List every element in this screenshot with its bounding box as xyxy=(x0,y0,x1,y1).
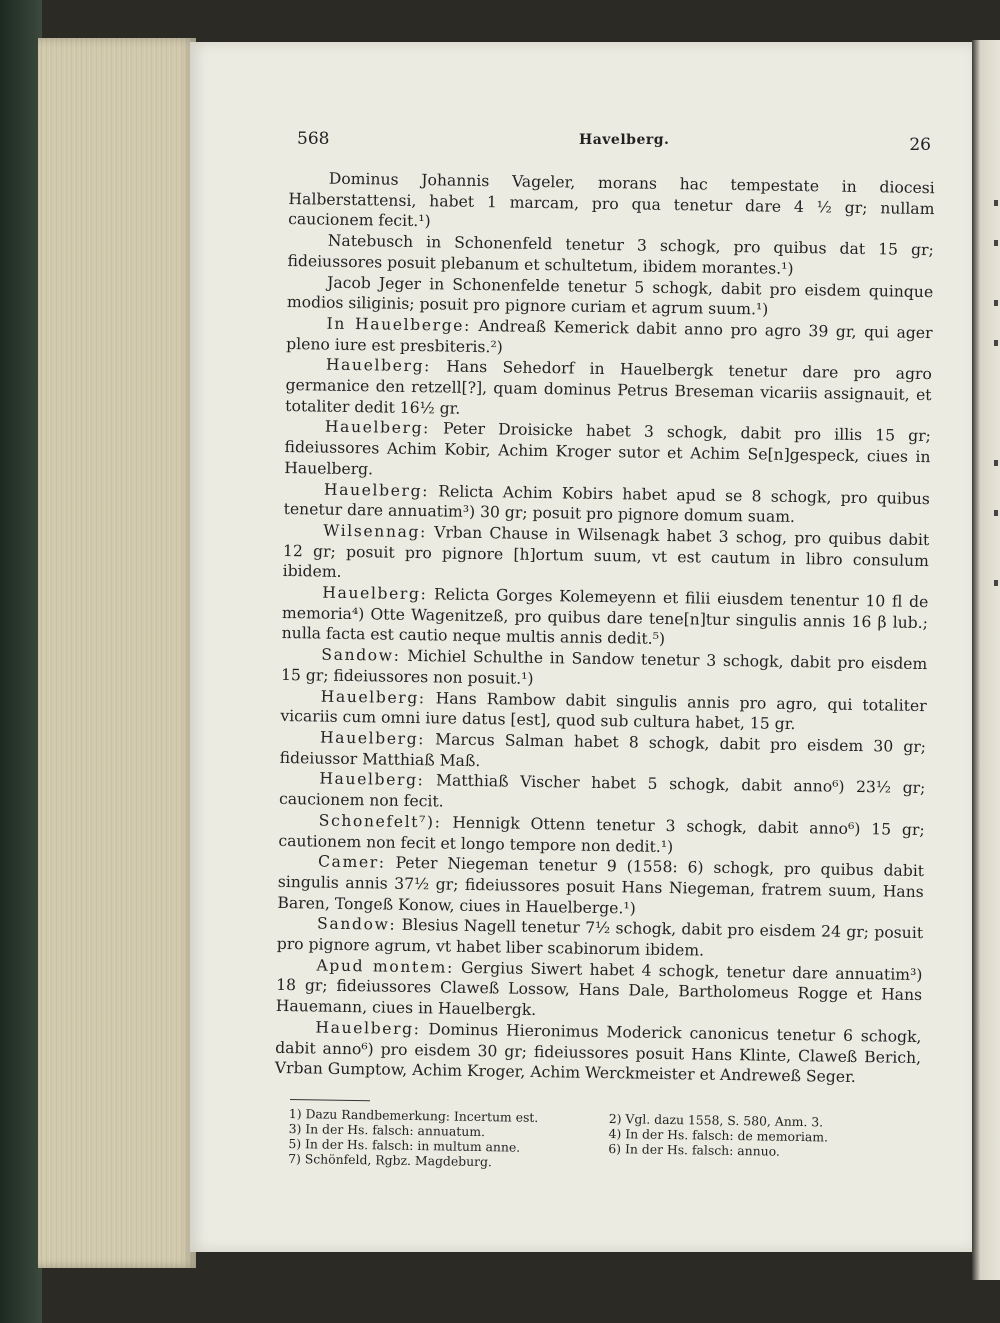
place-name: Camer: xyxy=(317,852,386,872)
footnote: 6) In der Hs. falsch: annuo. xyxy=(608,1141,780,1159)
place-name: Hauelberg: xyxy=(319,728,426,749)
page-number: 568 xyxy=(297,129,330,149)
entry: Schonefelt⁷): Hennigk Ottenn tenetur 3 schogk, dabit anno⁶) 15 gr; cautionem non fecit et longo tempore non dedit.¹) xyxy=(278,811,925,856)
entry: Apud montem: Gergius Siwert habet 4 schogk, tenetur dare annuatim³) 18 gr; fideiussores Claweß Lossow, Hans Dale, Bartholomeus Rogge et Hans Hauemann, ciues in Hauelbergk. xyxy=(275,956,923,1020)
place-name: Hauelberg: xyxy=(315,1018,421,1038)
main-text xyxy=(275,168,935,1089)
place-name: Schonefelt⁷): xyxy=(318,811,442,832)
footnote: 3) In der Hs. falsch: annuatum. xyxy=(288,1120,486,1140)
entry: Hauelberg: Hans Sehedorf in Hauelbergk tenetur dare pro agro germanice den retzell[?], quam dominus Petrus Breseman vicariis assignauit, et totaliter dedit 16½ gr. xyxy=(285,355,932,418)
place-name: Apud montem: xyxy=(316,956,455,977)
place-name: Hauelberg: xyxy=(319,769,425,790)
entry: Camer: Peter Niegeman tenetur 9 (1558: 6) schogk, pro quibus dabit singulis annis 37½ gr; fideiussores posuit Hans Niegeman, fratrem suum, Hans Baren, Tongeß Konow, ciues in Hauelberge.¹) xyxy=(277,852,925,918)
entry: Hauelberg: Dominus Hieronimus Moderick canonicus tenetur 6 schogk, dabit anno⁶) pro eisdem 30 gr; fideiussores posuit Hans Klinte, Claweß Berich, Vrban Gumptow, Achim Kroger, Achim Werckmeister et Andreweß Seger. xyxy=(274,1018,922,1087)
entry: Sandow: Michiel Schulthe in Sandow tenetur 3 schogk, dabit pro eisdem 15 gr; fideiussores non posuit.¹) xyxy=(280,645,928,688)
footnote: 2) Vgl. dazu 1558, S. 580, Anm. 3. xyxy=(608,1111,824,1130)
running-title: Havelberg. xyxy=(579,132,670,148)
place-name: Hauelberg: xyxy=(320,687,426,707)
entry: In Hauelberge: Andreaß Kemerick dabit anno pro agro 39 gr, qui ager pleno iure est presbiteris.²) xyxy=(286,314,933,357)
entry: Wilsennag: Vrban Chause in Wilsenagk habet 3 schog, pro quibus dabit 12 gr; posuit pro pignore [h]ortum suum, vt est cautum in libro consulum ibidem. xyxy=(282,521,930,582)
place-name: Wilsennag: xyxy=(323,521,428,542)
entry: Dominus Johannis Vageler, morans hac tempestate in diocesi Halberstattensi, habet 1 marcam, pro qua tenetur dare 4 ½ gr; nullam caucionem fecit.¹) xyxy=(288,169,935,231)
footnote: 1) Dazu Randbemerkung: Incertum est. xyxy=(288,1106,539,1125)
facing-page-edge xyxy=(972,40,1000,1280)
place-name: Hauelberg: xyxy=(324,418,431,438)
entry: Sandow: Blesius Nagell tenetur 7½ schogk, dabit pro eisdem 24 gr; posuit pro pignore agrum, vt habet liber scabinorum ibidem. xyxy=(276,914,924,960)
place-name: Hauelberg: xyxy=(323,480,430,500)
entry: Hauelberg: Relicta Gorges Kolemeyenn et filii eiusdem tenentur 10 fl de memoria⁴) Otte Wagenitzeß, pro quibus dare tene[n]tur singulis annis 16 β lub.; nulla facta est cautio neque multis annis dedit.⁵) xyxy=(281,583,929,649)
place-name: Sandow: xyxy=(321,645,401,665)
place-name: Hauelberg: xyxy=(325,355,432,376)
entry: Natebusch in Schonenfeld tenetur 3 schogk, pro quibus dat 15 gr; fideiussores posuit plebanum et schultetum, ibidem morantes.¹) xyxy=(287,231,934,278)
footnote: 7) Schönfeld, Rgbz. Magdeburg. xyxy=(288,1150,493,1170)
footnotes xyxy=(288,1106,929,1176)
page-header xyxy=(297,127,937,153)
entry: Hauelberg: Marcus Salman habet 8 schogk, dabit pro eisdem 30 gr; fideiussor Matthiaß Maß. xyxy=(279,728,927,770)
entry: Hauelberg: Hans Rambow dabit singulis annis pro agro, qui totaliter vicariis cum omni iure datus [est], quod sub cultura habet, 15 gr. xyxy=(280,687,927,734)
book-spine xyxy=(0,0,42,1323)
entry: Hauelberg: Relicta Achim Kobirs habet apud se 8 schogk, pro quibus tenetur dare annuatim³) 30 gr; posuit pro pignore domum suam. xyxy=(283,480,931,527)
entry: Hauelberg: Matthiaß Vischer habet 5 schogk, dabit anno⁶) 23½ gr; caucionem non fecit. xyxy=(278,769,926,811)
header-right-number: 26 xyxy=(909,135,931,155)
place-name: Sandow: xyxy=(316,914,397,935)
footnote: 5) In der Hs. falsch: in multum anne. xyxy=(288,1135,521,1155)
entry: Hauelberg: Peter Droisicke habet 3 schogk, dabit pro illis 15 gr; fideiussores Achim Kobir, Achim Kroger sutor et Achim Se[n]gespeck, ciues in Hauelberg. xyxy=(284,418,932,479)
footnote: 4) In der Hs. falsch: de memoriam. xyxy=(608,1126,829,1145)
entry: Jacob Jeger in Schonenfelde tenetur 5 schogk, dabit pro eisdem quinque modios siliginis; posuit pro pignore curiam et agrum suum.¹) xyxy=(286,273,934,319)
place-name: In Hauelberge: xyxy=(326,314,472,335)
page-edges xyxy=(38,38,196,1268)
place-name: Hauelberg: xyxy=(322,583,428,604)
